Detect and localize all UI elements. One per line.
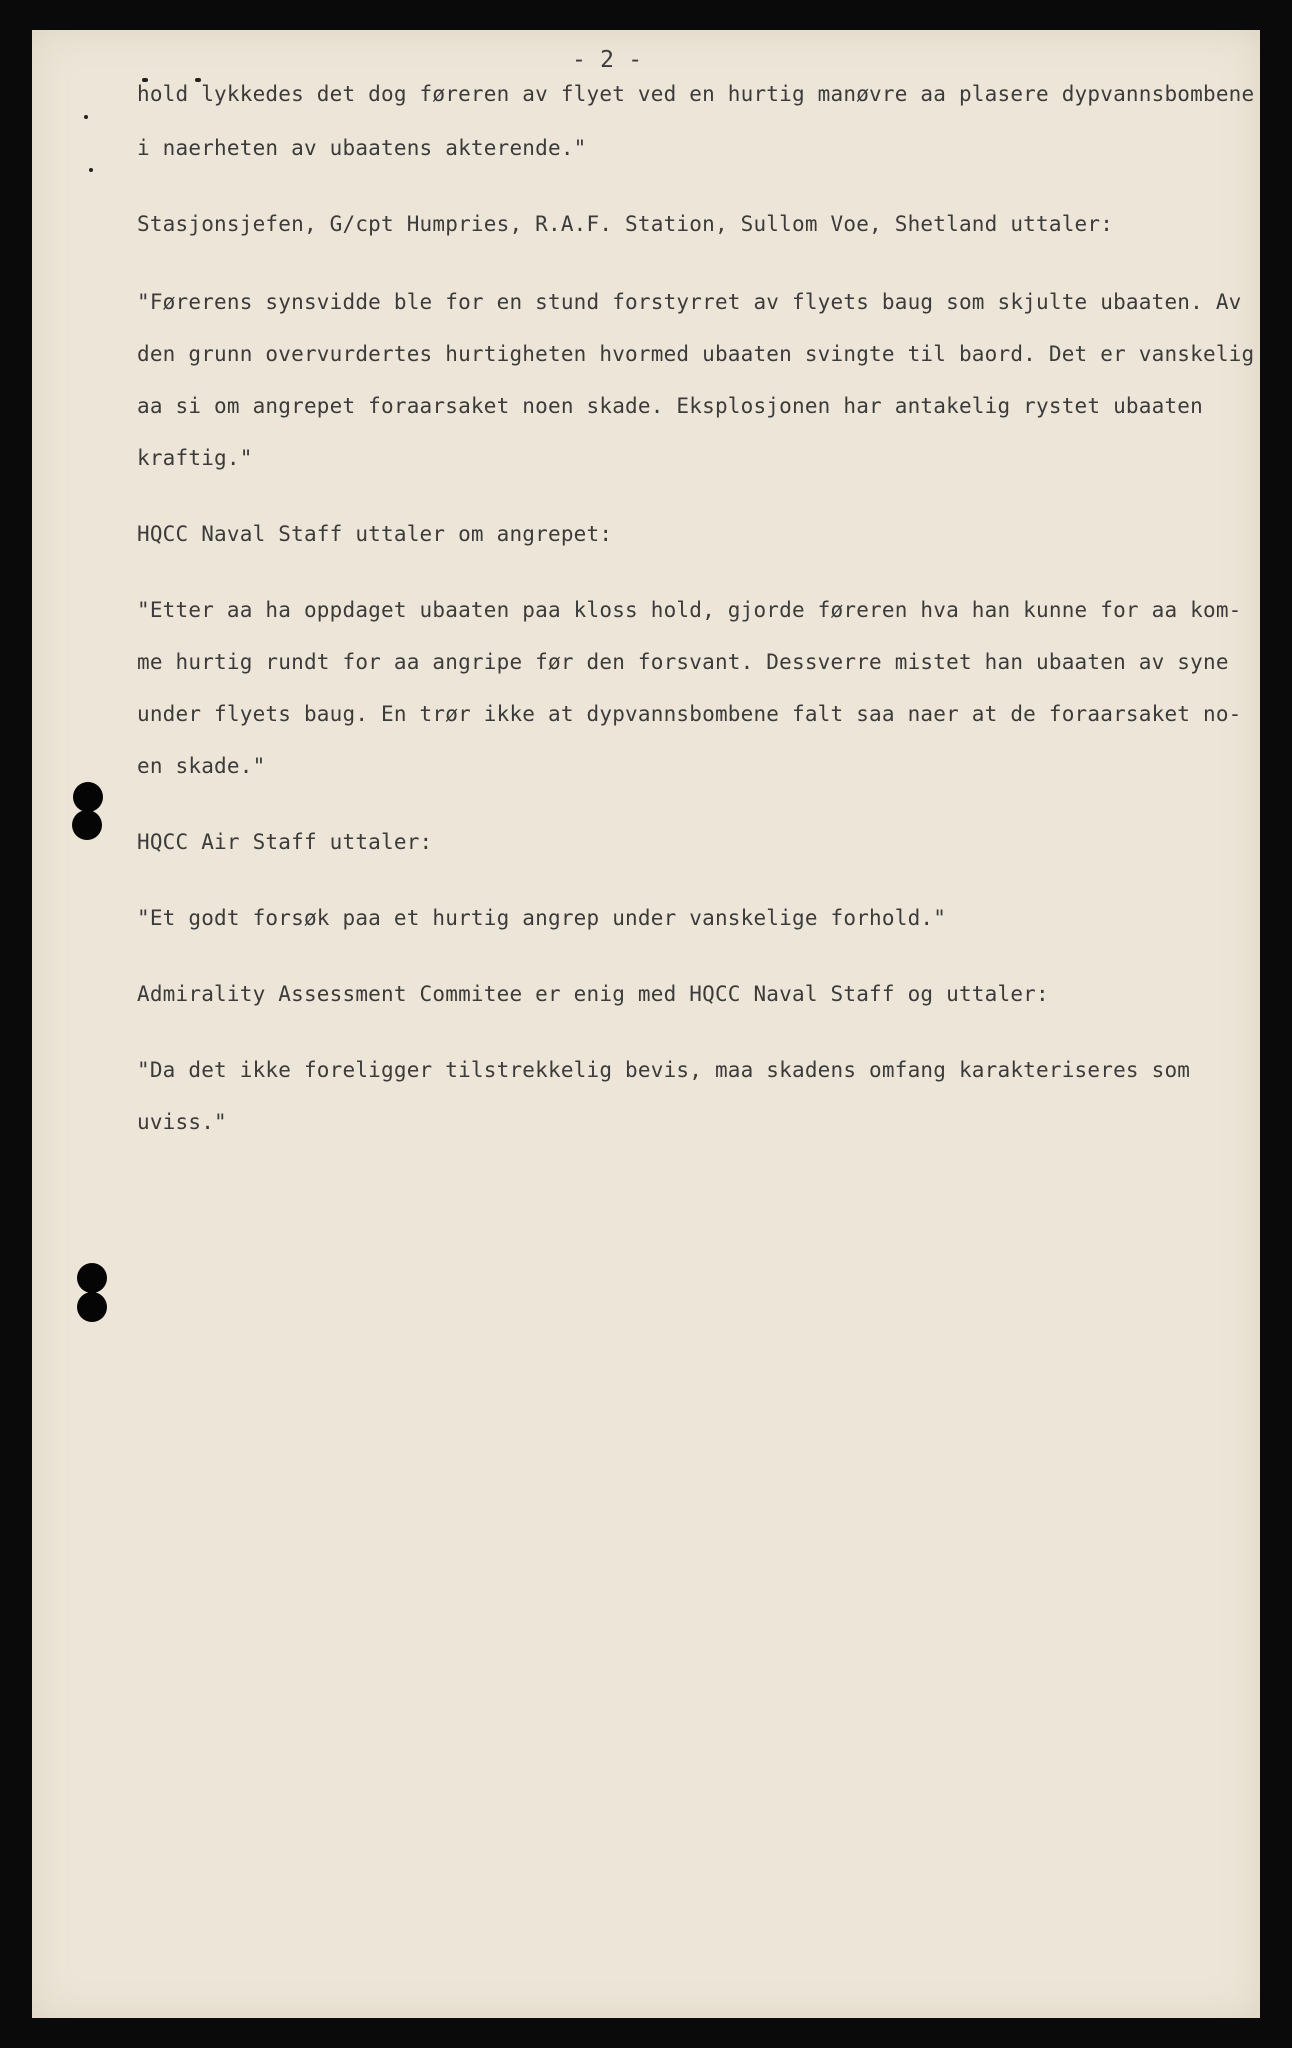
body-line: uviss.": [137, 1110, 227, 1134]
ink-speck: [89, 168, 93, 172]
punch-hole-icon: [72, 810, 102, 840]
body-line: aa si om angrepet foraarsaket noen skade. Eksplosjonen har antakelig rystet ubaaten: [137, 394, 1203, 418]
body-line: HQCC Air Staff uttaler:: [137, 830, 433, 854]
punch-hole-icon: [77, 1292, 107, 1322]
body-line: "Et godt forsøk paa et hurtig angrep under vanskelige forhold.": [137, 906, 947, 930]
page-number: - 2 -: [572, 47, 643, 73]
body-line: HQCC Naval Staff uttaler om angrepet:: [137, 522, 613, 546]
document-page: [32, 30, 1260, 2018]
body-line: "Etter aa ha oppdaget ubaaten paa kloss hold, gjorde føreren hva han kunne for aa kom-: [137, 598, 1242, 622]
ink-speck: [84, 115, 88, 119]
punch-hole-icon: [73, 782, 103, 812]
body-line: me hurtig rundt for aa angripe før den forsvant. Dessverre mistet han ubaaten av syne: [137, 650, 1229, 674]
body-line: hold lykkedes det dog føreren av flyet ved en hurtig manøvre aa plasere dypvannsbombene: [137, 82, 1255, 106]
punch-hole-icon: [77, 1263, 107, 1293]
body-line: den grunn overvurdertes hurtigheten hvormed ubaaten svingte til baord. Det er vanskelig: [137, 342, 1255, 366]
body-line: Stasjonsjefen, G/cpt Humpries, R.A.F. Station, Sullom Voe, Shetland uttaler:: [137, 212, 1114, 236]
body-line: "Førerens synsvidde ble for en stund forstyrret av flyets baug som skjulte ubaaten. Av: [137, 290, 1242, 314]
body-line: i naerheten av ubaatens akterende.": [137, 136, 587, 160]
body-line: under flyets baug. En trør ikke at dypvannsbombene falt saa naer at de foraarsaket no-: [137, 702, 1242, 726]
body-line: kraftig.": [137, 446, 253, 470]
body-line: en skade.": [137, 754, 266, 778]
body-line: "Da det ikke foreligger tilstrekkelig bevis, maa skadens omfang karakteriseres som: [137, 1058, 1191, 1082]
body-line: Admirality Assessment Commitee er enig med HQCC Naval Staff og uttaler:: [137, 982, 1049, 1006]
